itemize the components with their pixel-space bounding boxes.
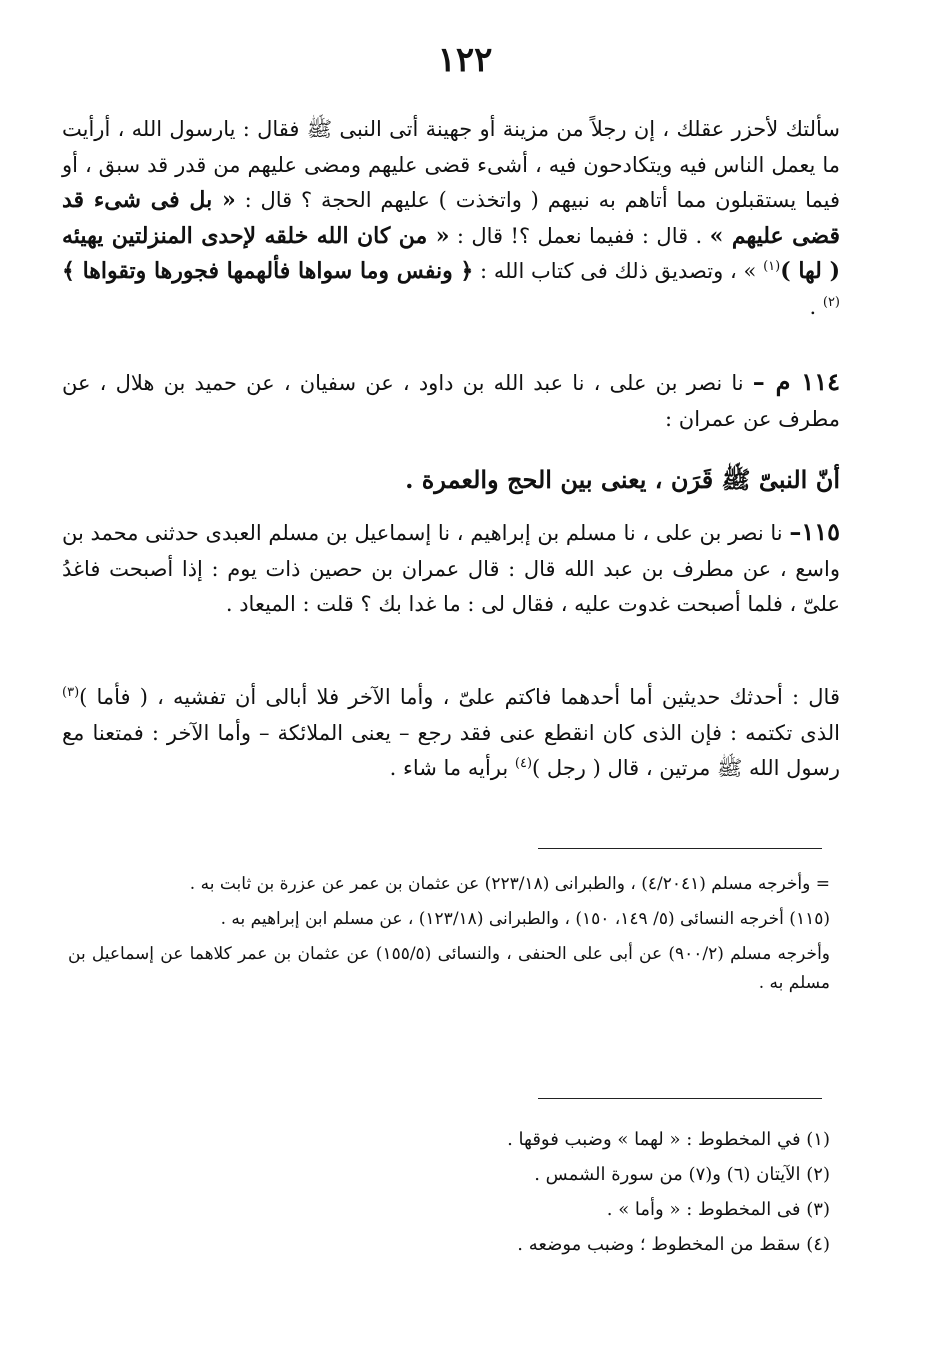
footnote-ref: (٤) [514, 756, 533, 771]
paragraph-text: قال : أحدثك حديثين أما أحدهما فاكتم علىّ ، وأما الآخر فلا أبالى أن تفشيه ، ( فأما ) [79, 685, 840, 709]
hadith-114 [62, 364, 840, 437]
quoted-saying: « من كان الله خلقه لإحدى المنزلتين يهيئه ( لها ) [62, 222, 840, 284]
quran-verse: ﴿ ونفس وما سواها فألهمها فجورها وتقواها ﴾ [62, 258, 474, 284]
divider-line [538, 1098, 822, 1099]
page-number: ١٢٢ [437, 40, 493, 80]
note: (١١٥) أخرجه النسائى (٥/ ١٤٩، ١٥٠) ، والطبرانى (١٢٣/١٨) ، عن مسلم ابن إبراهيم به . [220, 909, 830, 929]
paragraph-text: الذى تكتمه : فإن الذى كان انقطع عنى فقد رجع – يعنى الملائكة – وأما الآخر : فمتعنا مع رسول الله ﷺ مرتين ، قال ( رجل ) [62, 720, 840, 780]
hadith-115 [62, 514, 840, 623]
divider-line [538, 848, 822, 849]
takhrij-notes [68, 870, 830, 998]
paragraph-text: برأيه ما شاء . [389, 756, 509, 780]
note: = وأخرجه مسلم (٤/٢٠٤١) ، والطبرانى (٢٢٣/١٨) عن عثمان بن عمر عن عزرة بن ثابت به . [189, 874, 830, 894]
chain-of-narration: نا نصر بن على ، نا عبد الله بن داود ، عن سفيان ، عن حميد بن هلال ، عن مطرف عن عمران : [62, 371, 840, 431]
paragraph-text: . قال : ففيما نعمل ؟! قال : [456, 223, 703, 248]
paragraph-text: . [809, 294, 817, 319]
hadith-number: ١١٥– [789, 517, 840, 546]
footnote-ref: (٢) [822, 294, 840, 310]
footnotes [250, 1122, 830, 1262]
note: وأخرجه مسلم (٩٠٠/٢) عن أبى على الحنفى ، والنسائى (١٥٥/٥) عن عثمان بن عمر كلاهما عن إسماعيل بن مسلم به . [68, 944, 830, 993]
paragraph-text: نا نصر بن على ، نا مسلم بن إبراهيم ، نا إسماعيل بن مسلم العبدى حدثنى محمد بن واسع ، عن مطرف بن عبد الله قال : قال عمران بن حصين ذات يوم : إذا أصبحت فاغدُ علىّ ، فلما أصبحت غدوت عليه ، فقال لى : ما غدا بك ؟ قلت : الميعاد . [62, 521, 840, 616]
footnote-ref: (١) [763, 259, 781, 274]
paragraph-text: سألتك لأحزر عقلك ، إن رجلاً من مزينة أو جهينة أتى النبى ﷺ فقال : يارسول الله ، أرأيت ما يعمل الناس فيه ويتكادحون فيه ، أشىء قضى عليهم ومضى عليهم من قدر قد سبق ، أو فيما يستقبلون مما أتاهم به نبيهم ( واتخذت ) عليهم الحجة ؟ قال : [62, 117, 840, 212]
hadith-number: ١١٤ م – [752, 367, 840, 396]
footnote-ref: (٣) [62, 685, 80, 700]
footnote: (٣) فى المخطوط : « وأما » . [606, 1199, 830, 1220]
quoted-saying: « بل فى شىء قد قضى عليهم » [62, 187, 840, 249]
paragraph-text: » ، وتصديق ذلك فى كتاب الله : [480, 259, 757, 283]
footnote: (٤) سقط من المخطوط ؛ وضبب موضعه . [517, 1234, 830, 1255]
footnote: (٢) الآيتان (٦) و(٧) من سورة الشمس . [534, 1164, 830, 1185]
hadith-115-continued [62, 680, 840, 787]
footnote: (١) في المخطوط : « لهما » وضبب فوقها . [507, 1129, 830, 1150]
hadith-text: أنّ النبىّ ﷺ قَرَن ، يعنى بين الحج والعمرة . [405, 465, 840, 494]
hadith-114-matn [62, 458, 840, 502]
paragraph-1 [62, 112, 840, 325]
